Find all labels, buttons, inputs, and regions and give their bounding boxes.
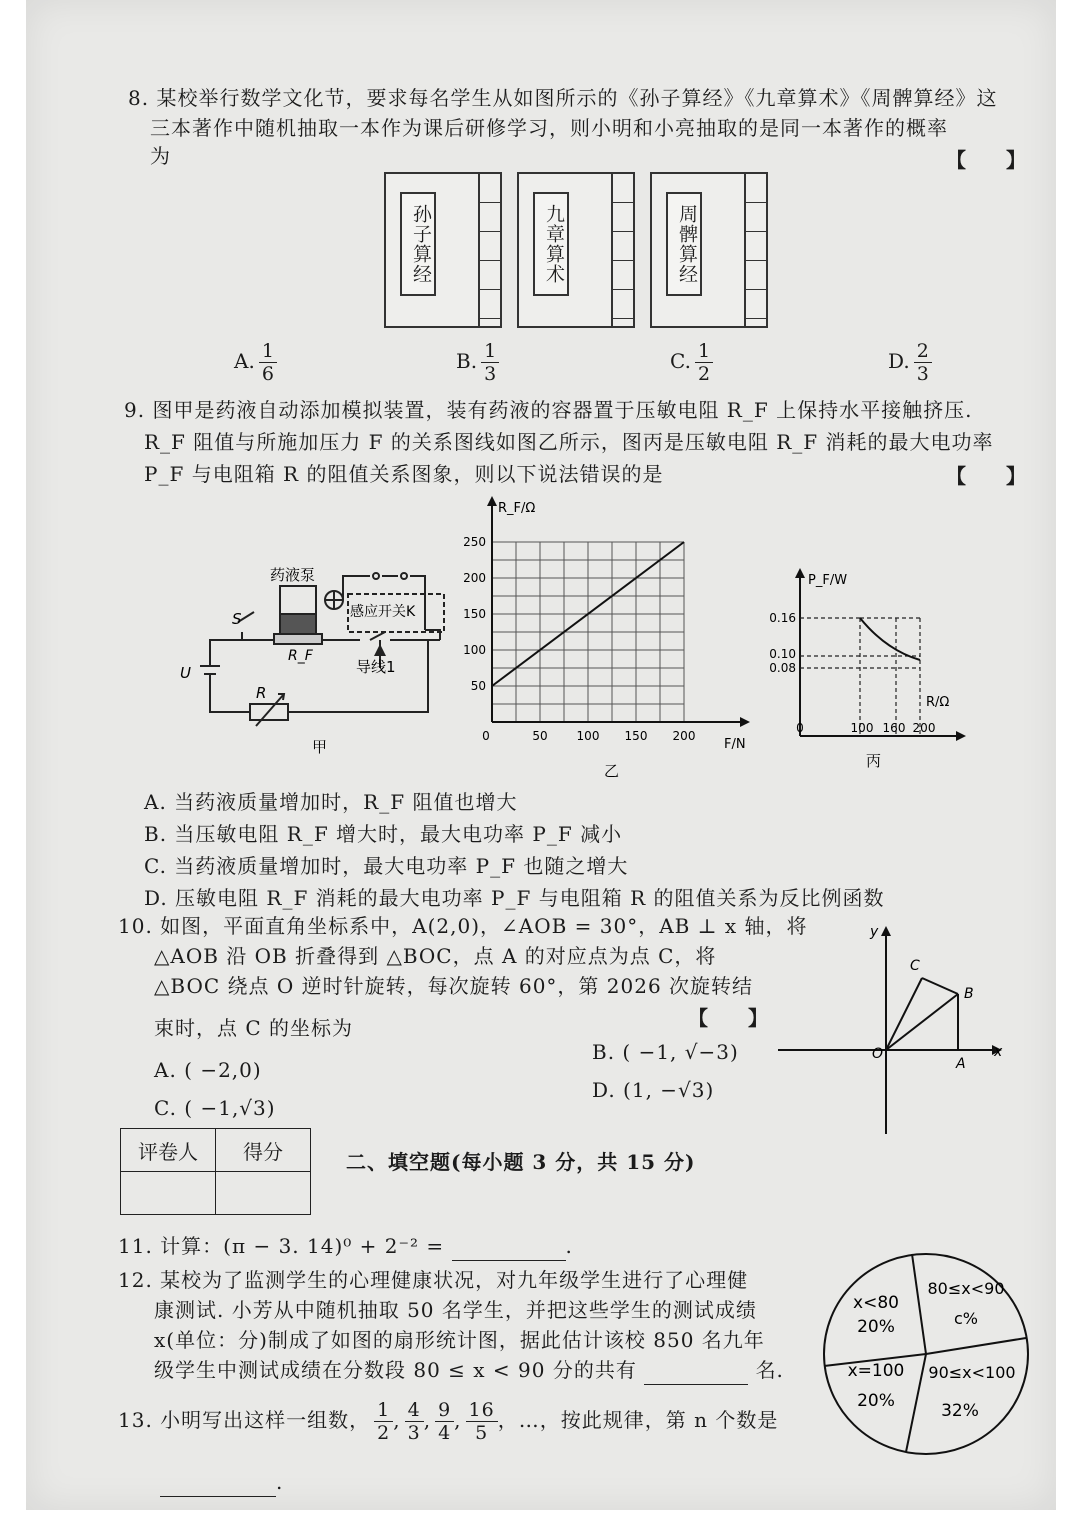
yi-ytick: 50 — [470, 679, 486, 693]
bing-xtick: 100 — [850, 721, 874, 735]
q12-answer-blank[interactable] — [644, 1356, 748, 1385]
q12-line-2: 康测试. 小芳从中随机抽取 50 名学生，并把这些学生的测试成绩 — [154, 1298, 757, 1322]
fig-b-label: B — [964, 986, 974, 1002]
book-jiuzhang-title: 九章算术 — [533, 192, 569, 296]
score-header: 得分 — [216, 1129, 311, 1172]
q9-option-b[interactable]: B. 当压敏电阻 R_F 增大时，最大电功率 P_F 减小 — [144, 822, 623, 846]
coordinate-figure — [776, 922, 1012, 1136]
section-2-title: 二、填空题(每小题 3 分，共 15 分) — [346, 1150, 696, 1174]
pie-pct: 20% — [857, 1391, 895, 1411]
q9-option-d[interactable]: D. 压敏电阻 R_F 消耗的最大电功率 P_F 与电阻箱 R 的阻值关系为反比例函数 — [144, 886, 885, 910]
q10-option-a[interactable]: A. ( −2,0) — [154, 1058, 262, 1082]
yi-xlabel: F/N — [724, 737, 746, 752]
book-sunzi-illustration — [384, 172, 502, 328]
yi-xtick: 100 — [576, 729, 600, 743]
yi-ytick: 100 — [463, 643, 486, 657]
yi-xtick: 150 — [624, 729, 648, 743]
yi-ytick: 200 — [463, 571, 486, 585]
yi-xtick: 0 — [482, 729, 490, 743]
fig-c-label: C — [910, 958, 920, 974]
q10-line-2: △AOB 沿 OB 折叠得到 △BOC，点 A 的对应点为点 C，将 — [154, 944, 717, 968]
pie-label: 90≤x<100 — [928, 1363, 1016, 1382]
bing-xlabel: R/Ω — [926, 695, 950, 710]
pump-label: 药液泵 — [270, 566, 316, 584]
score-pie-chart — [820, 1252, 1032, 1458]
circuit-caption: 甲 — [312, 738, 328, 756]
q8-line-3: 为 — [150, 144, 171, 168]
bing-caption: 丙 — [866, 752, 882, 770]
pf-vs-r-graph — [766, 566, 966, 776]
q9-line-2: R_F 阻值与所施加压力 F 的关系图线如图乙所示，图丙是压敏电阻 R_F 消耗的最大电功率 — [144, 430, 994, 454]
reviewer-cell[interactable] — [121, 1172, 216, 1215]
circuit-diagram — [170, 556, 460, 776]
q13-answer-blank[interactable] — [160, 1468, 276, 1497]
bing-xtick: 160 — [882, 721, 906, 735]
resistor-r-label: R — [256, 684, 267, 702]
wire-label: 导线1 — [356, 658, 396, 676]
bing-xtick: 0 — [796, 721, 804, 735]
book-zhoubi-illustration — [650, 172, 768, 328]
q10-line-4: 束时，点 C 的坐标为 — [154, 1016, 354, 1040]
q11-text: 11. 计算：(π − 3. 14)⁰ + 2⁻² = . — [118, 1232, 573, 1261]
pie-pct: c% — [954, 1309, 978, 1328]
q12-line-3: x(单位：分)制成了如图的扇形统计图，据此估计该校 850 名九年 — [154, 1328, 765, 1352]
q11-answer-blank[interactable] — [452, 1232, 566, 1261]
q8-answer-bracket: 【 】 — [946, 148, 1026, 172]
q8-line-2: 三本著作中随机抽取一本作为课后研修学习，则小明和小亮抽取的是同一本著作的概率 — [150, 116, 948, 140]
pie-label: x<80 — [853, 1293, 899, 1313]
yi-ylabel: R_F/Ω — [498, 501, 536, 516]
q8-option-b[interactable]: B. $\frac{1}{3}$ — [456, 340, 499, 385]
q10-line-3: △BOC 绕点 O 逆时针旋转，每次旋转 60°，第 2026 次旋转结 — [154, 974, 754, 998]
rf-label: R_F — [288, 648, 313, 664]
fig-a-label: A — [956, 1056, 966, 1072]
switch-s-label: S — [232, 610, 242, 628]
q9-option-a[interactable]: A. 当药液质量增加时，R_F 阻值也增大 — [144, 790, 518, 814]
fig-x-label: x — [994, 1044, 1003, 1060]
reviewer-header: 评卷人 — [121, 1129, 216, 1172]
q10-option-c[interactable]: C. ( −1,√3) — [154, 1096, 276, 1120]
score-table — [120, 1128, 311, 1215]
q9-line-1: 9. 图甲是药液自动添加模拟装置，装有药液的容器置于压敏电阻 R_F 上保持水平接触挤压. — [124, 398, 973, 422]
q13-answer: . — [160, 1468, 283, 1497]
q13-text: 13. 小明写出这样一组数， $\frac{1}{2}$ , $\frac{4}{3}$ , $\frac{9}{4}$ , $\frac{16}{5}$ ，…，按此规律，第 n 个数是 — [118, 1399, 779, 1444]
q10-answer-bracket: 【 】 — [688, 1006, 768, 1030]
q12-line-1: 12. 某校为了监测学生的心理健康状况，对九年级学生进行了心理健 — [118, 1268, 749, 1292]
pie-label: x=100 — [847, 1361, 905, 1381]
q10-option-d[interactable]: D. (1, −√3) — [592, 1078, 715, 1102]
yi-ytick: 150 — [463, 607, 486, 621]
yi-xtick: 50 — [532, 729, 548, 743]
q8-line-1: 8. 某校举行数学文化节，要求每名学生从如图所示的《孙子算经》《九章算术》《周髀算经》这 — [128, 86, 998, 110]
rf-resistor — [274, 634, 322, 644]
bing-ytick: 0.16 — [769, 611, 796, 625]
q10-option-b[interactable]: B. ( −1, √−3) — [592, 1040, 739, 1064]
book-jiuzhang-illustration — [517, 172, 635, 328]
fig-o-label: O — [872, 1046, 884, 1062]
fig-y-label: y — [870, 924, 879, 940]
rf-vs-force-graph — [458, 494, 758, 784]
q12-line-4: 级学生中测试成绩在分数段 80 ≤ x < 90 分的共有 名. — [154, 1356, 784, 1385]
q10-line-1: 10. 如图，平面直角坐标系中，A(2,0)，∠AOB = 30°，AB ⊥ x 轴，将 — [118, 914, 808, 938]
score-cell[interactable] — [216, 1172, 311, 1215]
voltage-u-label: U — [180, 664, 191, 682]
book-zhoubi-title: 周髀算经 — [666, 192, 702, 296]
pf-curve — [860, 618, 920, 660]
q9-answer-bracket: 【 】 — [946, 464, 1026, 488]
pie-label: 80≤x<90 — [927, 1279, 1005, 1298]
switch-k-label: 感应开关K — [350, 604, 416, 620]
q8-option-a[interactable]: A. $\frac{1}{6}$ — [234, 340, 277, 385]
bing-ytick: 0.08 — [769, 661, 796, 675]
yi-ytick: 250 — [463, 535, 486, 549]
pie-pct: 20% — [857, 1317, 895, 1337]
q8-option-d[interactable]: D. $\frac{2}{3}$ — [888, 340, 932, 385]
bing-xtick: 200 — [912, 721, 936, 735]
q9-option-c[interactable]: C. 当药液质量增加时，最大电功率 P_F 也随之增大 — [144, 854, 629, 878]
book-sunzi-title: 孙子算经 — [400, 192, 436, 296]
yi-caption: 乙 — [604, 762, 620, 780]
pie-pct: 32% — [941, 1401, 979, 1421]
yi-xtick: 200 — [672, 729, 696, 743]
bing-ytick: 0.10 — [769, 647, 796, 661]
bing-ylabel: P_F/W — [808, 573, 848, 588]
q9-line-3: P_F 与电阻箱 R 的阻值关系图象，则以下说法错误的是 — [144, 462, 664, 486]
q8-option-c[interactable]: C. $\frac{1}{2}$ — [670, 340, 713, 385]
